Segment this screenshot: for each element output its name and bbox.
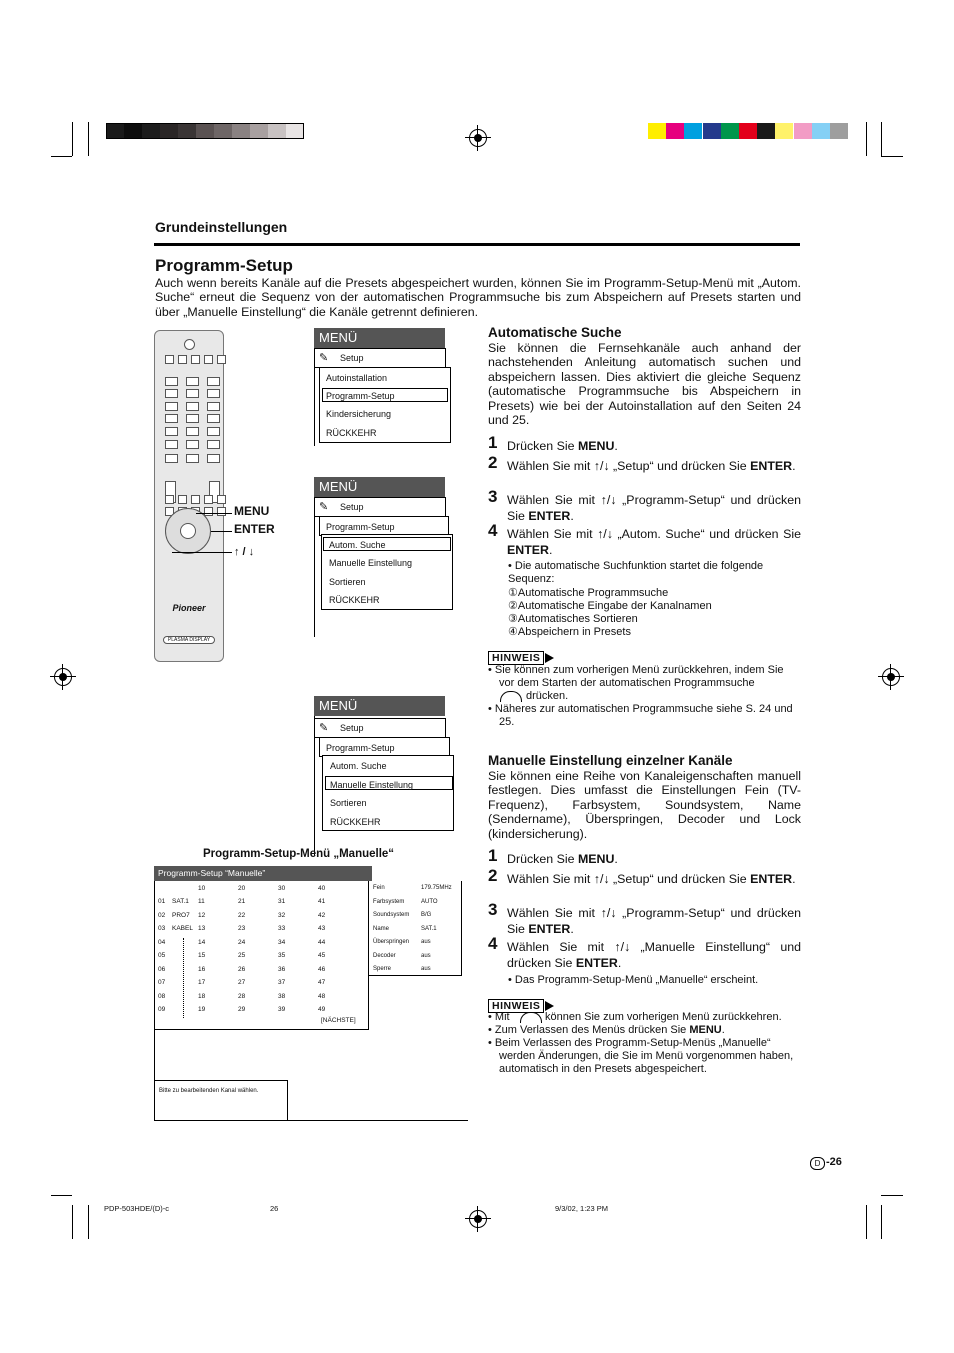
step-text: Wählen Sie mit ↑/↓ „Programm-Setup“ und drücken Sie ENTER. [507, 906, 801, 936]
color-swatch [739, 123, 757, 139]
crop-mark [72, 122, 73, 156]
grid-cell[interactable]: 08 [158, 992, 166, 1000]
grid-cell[interactable]: 27 [238, 979, 246, 986]
grid-cell[interactable]: 14 [198, 938, 206, 946]
menu-title: MENÜ [314, 328, 445, 348]
grid-cell[interactable]: 06 [158, 965, 166, 973]
registration-mark-icon [882, 668, 900, 686]
step-text: Wählen Sie mit ↑/↓ „Setup“ und drücken Sie ENTER. [507, 459, 796, 473]
parent-label: Programm-Setup [326, 743, 395, 753]
crop-mark [866, 122, 867, 156]
step [488, 846, 801, 867]
color-swatch [703, 123, 721, 139]
grid-cell[interactable]: 07 [158, 979, 166, 986]
remote-key-icon [191, 495, 200, 504]
remote-key-icon [165, 355, 174, 364]
remote-key-icon [186, 389, 199, 398]
property-cell: Fein [373, 885, 385, 891]
property-cell: AUTO [421, 898, 438, 905]
property-cell: Farbsystem [373, 898, 405, 905]
grid-cell[interactable]: 39 [278, 1006, 286, 1013]
return-button-icon [520, 1012, 542, 1023]
grid-cell[interactable]: 44 [318, 938, 326, 946]
setup-icon: ✎ [319, 501, 329, 513]
remote-key-icon [217, 495, 226, 504]
grid-cell[interactable]: 12 [198, 911, 206, 919]
hinweis-label: HINWEIS [488, 999, 544, 1013]
hinweis-label: HINWEIS [488, 651, 544, 665]
next-button[interactable]: [NÄCHSTE] [321, 1017, 356, 1024]
note-text: • Zum Verlassen des Menüs drücken Sie [488, 1024, 690, 1036]
intro-text: Auch wenn bereits Kanäle auf die Presets abgespeichert wurden, können Sie im Programm-Setup-Menü mit „Autom. Suche“ erneut die Sequenz von der automatischen Programmsuche bis zum Abspeichern auf Presets starten und über „Manuelle Einstellung“ die Kanäle getrennt definieren. [155, 276, 801, 319]
property-cell: aus [421, 952, 431, 959]
footer-date: 9/3/02, 1:23 PM [555, 1204, 608, 1213]
grid-cell[interactable]: 43 [318, 925, 326, 932]
crop-mark [72, 1205, 73, 1239]
grid-cell[interactable]: PRO7 [172, 911, 190, 919]
hint-text: Bitte zu bearbeitenden Kanal wählen. [159, 1088, 259, 1094]
crop-mark [881, 122, 882, 156]
color-swatch [812, 123, 830, 139]
crop-mark [881, 156, 903, 157]
property-cell: Name [373, 925, 390, 932]
grid-cell[interactable]: 05 [158, 952, 166, 959]
setup-label: Setup [340, 723, 364, 733]
menu-title: MENÜ [314, 696, 445, 716]
color-swatch [721, 123, 739, 139]
remote-key-icon [165, 427, 178, 436]
brand-logo: Pioneer [172, 603, 206, 613]
grid-cell[interactable]: 30 [278, 885, 286, 892]
remote-key-icon [207, 414, 220, 423]
grid-cell[interactable]: 01 [158, 898, 166, 905]
menu-item[interactable]: Autom. Suche [330, 761, 387, 771]
step-number: 2 [488, 453, 498, 472]
color-swatch [794, 123, 812, 139]
setup-icon: ✎ [319, 352, 329, 364]
remote-key-icon [217, 507, 226, 516]
section-rule [154, 243, 800, 246]
manual-text: Sie können eine Reihe von Kanaleigenschaften manuell festlegen. Dies umfasst die Einstellungen Fein (TV-Frequenz), Farbsystem, Soundsystem, Name (Sendername), Überspringen, Decoder und Lock (kindersicherung). [488, 769, 801, 841]
remote-key-icon [165, 454, 178, 463]
step [488, 521, 801, 558]
remote-key-icon [186, 402, 199, 411]
setup-label: Setup [340, 353, 364, 363]
step [488, 900, 801, 937]
setup-box [314, 718, 446, 738]
power-button-icon [184, 339, 195, 350]
step [488, 487, 801, 524]
footer-sheet: 26 [270, 1204, 279, 1213]
step-number: 4 [488, 521, 498, 540]
enter-callout: ENTER [234, 522, 275, 536]
remote-key-icon [186, 440, 199, 449]
manual-menu-title: Programm-Setup “Manuelle” [154, 866, 372, 881]
menu-item[interactable]: RÜCKKEHR [330, 817, 381, 827]
page-number: -26 [826, 1156, 842, 1168]
step-number: 2 [488, 866, 498, 885]
remote-key-icon [165, 495, 174, 504]
grid-cell[interactable]: 11 [198, 898, 205, 905]
step [488, 866, 801, 887]
color-swatch [684, 123, 702, 139]
step-number: 3 [488, 487, 498, 506]
remote-key-icon [204, 495, 213, 504]
step-text: Drücken Sie MENU. [507, 439, 618, 453]
step-text: Wählen Sie mit ↑/↓ „Programm-Setup“ und drücken Sie ENTER. [507, 493, 801, 523]
remote-key-icon [178, 355, 187, 364]
manual-note: • Beim Verlassen des Programm-Setup-Menüs „Manuelle“ werden Änderungen, die Sie im Menü vorgenommen haben, automatisch in den Presets abgespeichert. [488, 1037, 794, 1075]
menu-item[interactable]: Autom. Suche [329, 540, 386, 550]
step [488, 433, 801, 454]
step-text: Wählen Sie mit ↑/↓ „Autom. Suche“ und drücken Sie ENTER. [507, 527, 801, 557]
manual-note: • Mit [488, 1011, 510, 1023]
callout-line [172, 552, 232, 553]
color-swatch [666, 123, 684, 139]
note-bold: MENU [689, 1024, 722, 1036]
manual-menu-screen [154, 866, 468, 1120]
remote-key-icon [186, 414, 199, 423]
menu-title: MENÜ [314, 477, 445, 497]
property-cell: Sperre [373, 966, 392, 972]
crop-mark [88, 1205, 89, 1239]
hint-box [154, 1080, 288, 1121]
grid-cell[interactable]: 37 [278, 979, 286, 986]
grid-cell[interactable]: SAT.1 [172, 898, 189, 905]
grid-cell[interactable]: 41 [318, 898, 326, 905]
grid-cell[interactable]: 45 [318, 952, 326, 959]
step-text: Drücken Sie MENU. [507, 852, 618, 866]
gray-bar-frame [106, 123, 304, 139]
menu-item[interactable]: Manuelle Einstellung [330, 780, 414, 790]
step-number: 4 [488, 934, 498, 953]
callout-line [211, 531, 232, 532]
grid-cell[interactable]: 36 [278, 965, 286, 973]
channel-grid [154, 881, 369, 1030]
footer-file: PDP-503HDE/(D)-c [104, 1204, 170, 1213]
remote-footer-label: PLASMA DISPLAY [163, 636, 215, 644]
property-cell: 179.75MHz [421, 885, 452, 891]
grid-cell[interactable]: 25 [238, 952, 246, 959]
grid-cell[interactable]: 35 [278, 952, 286, 959]
remote-key-icon [186, 454, 199, 463]
grid-cell[interactable]: 29 [238, 1006, 246, 1013]
page-title: Programm-Setup [155, 256, 293, 275]
sequence-item: ④Abspeichern in Presets [508, 626, 631, 638]
submenu [319, 367, 451, 443]
crop-mark [881, 1195, 903, 1196]
grid-cell[interactable]: 33 [278, 925, 286, 932]
sequence-item: ③Automatisches Sortieren [508, 613, 638, 625]
menu-callout: MENU [234, 504, 270, 518]
grid-cell[interactable]: 42 [318, 911, 326, 919]
crop-mark [881, 1205, 882, 1239]
grid-cell[interactable]: 46 [318, 965, 326, 973]
grid-cell[interactable]: 22 [238, 911, 246, 919]
remote-key-icon [204, 507, 213, 516]
grid-cell[interactable]: 03 [158, 925, 166, 932]
grid-cell[interactable]: 18 [198, 992, 206, 1000]
menu-item[interactable]: Programm-Setup [326, 391, 395, 401]
auto-note: drücken. [526, 690, 569, 702]
remote-key-icon [207, 389, 220, 398]
crop-mark [88, 122, 89, 156]
remote-key-icon [207, 402, 220, 411]
callout-line [196, 513, 232, 514]
grid-cell[interactable]: 49 [318, 1006, 326, 1013]
channel-properties [368, 881, 462, 976]
manual-menu-caption: Programm-Setup-Menü „Manuelle“ [203, 848, 395, 860]
return-button-icon [500, 691, 522, 702]
auto-note: • Näheres zur automatischen Programmsuche siehe S. 24 und 25. [488, 703, 793, 728]
step-text: Wählen Sie mit ↑/↓ „Manuelle Einstellung“ und drücken Sie ENTER. [507, 940, 801, 970]
setup-label: Setup [340, 502, 364, 512]
grid-cell[interactable]: KABEL [172, 925, 193, 932]
remote-key-icon [186, 427, 199, 436]
remote-key-icon [207, 454, 220, 463]
setup-box [314, 348, 446, 368]
remote-key-icon [165, 389, 178, 398]
remote-key-icon [207, 440, 220, 449]
grid-cell[interactable]: 19 [198, 1006, 206, 1013]
cursor-pad-icon [165, 508, 211, 554]
remote-key-icon [186, 377, 199, 386]
arrows-callout: ↑ / ↓ [234, 546, 255, 558]
grid-cell[interactable]: 13 [198, 925, 206, 932]
submenu [322, 755, 454, 831]
parent-label: Programm-Setup [326, 522, 395, 532]
property-cell: Soundsystem [373, 912, 410, 918]
grid-cell[interactable]: 28 [238, 992, 246, 1000]
remote-control-illustration [154, 330, 224, 662]
grid-cell[interactable]: 47 [318, 979, 326, 986]
grid-cell[interactable]: 04 [158, 938, 166, 946]
manual-note: können Sie zum vorherigen Menü zurückkehren. [545, 1011, 782, 1023]
remote-key-icon [165, 377, 178, 386]
setup-box [314, 497, 446, 517]
step-number: 1 [488, 846, 498, 865]
grid-frame [154, 1120, 468, 1121]
grid-cell[interactable]: 15 [198, 952, 206, 959]
color-swatch [830, 123, 848, 139]
remote-key-icon [207, 427, 220, 436]
registration-mark-icon [54, 668, 72, 686]
color-swatch [648, 123, 666, 139]
step-number: 1 [488, 433, 498, 452]
step [488, 934, 801, 971]
remote-key-icon [165, 402, 178, 411]
crop-mark [866, 1205, 867, 1239]
language-badge: D [810, 1157, 825, 1170]
grid-cell[interactable]: 23 [238, 925, 246, 932]
registration-mark-icon [469, 1210, 487, 1228]
menu-item[interactable]: Kindersicherung [326, 409, 392, 419]
step-text: Wählen Sie mit ↑/↓ „Setup“ und drücken Sie ENTER. [507, 872, 796, 886]
remote-key-icon [207, 377, 220, 386]
crop-mark [51, 1195, 72, 1196]
section-heading: Grundeinstellungen [155, 219, 288, 235]
grid-cell[interactable]: 48 [318, 992, 326, 1000]
auto-bullet: • Die automatische Suchfunktion startet die folgende Sequenz: [508, 560, 764, 585]
remote-key-icon [165, 414, 178, 423]
grid-dots [183, 938, 184, 1018]
menu-item[interactable]: Sortieren [329, 577, 366, 587]
menu-item[interactable]: Autoinstallation [326, 373, 388, 383]
sequence-item: ①Automatische Programmsuche [508, 587, 669, 599]
grid-cell[interactable]: 21 [238, 898, 246, 905]
auto-note: • Sie können zum vorherigen Menü zurückkehren, indem Sie vor dem Starten der automatischen Programmsuche [488, 664, 784, 689]
grid-cell[interactable]: 32 [278, 911, 286, 919]
grid-cell[interactable]: 02 [158, 911, 166, 919]
remote-key-icon [178, 495, 187, 504]
remote-key-icon [191, 355, 200, 364]
menu-item[interactable]: RÜCKKEHR [329, 595, 380, 605]
manual-note: • Zum Verlassen des Menüs drücken Sie MENU. [488, 1024, 725, 1036]
remote-key-icon [217, 355, 226, 364]
sequence-item: ②Automatische Eingabe der Kanalnamen [508, 600, 712, 612]
property-cell: B/G [421, 912, 432, 918]
step [488, 453, 801, 474]
color-swatch [775, 123, 793, 139]
property-cell: SAT.1 [421, 925, 437, 932]
color-swatch [757, 123, 775, 139]
grid-cell[interactable]: 17 [198, 979, 206, 986]
grid-cell[interactable]: 31 [278, 898, 286, 905]
menu-item[interactable]: RÜCKKEHR [326, 428, 377, 438]
remote-key-icon [204, 355, 213, 364]
property-cell: aus [421, 939, 431, 945]
grid-cell[interactable]: 34 [278, 938, 286, 946]
grid-cell[interactable]: 20 [238, 885, 246, 892]
menu-item[interactable]: Manuelle Einstellung [329, 558, 413, 568]
grid-cell[interactable]: 38 [278, 992, 286, 1000]
grid-cell[interactable]: 26 [238, 965, 246, 973]
property-cell: aus [421, 966, 431, 972]
property-cell: Überspringen [373, 939, 410, 945]
setup-icon: ✎ [319, 722, 329, 734]
manual-bullet: • Das Programm-Setup-Menü „Manuelle“ erscheint. [508, 974, 759, 986]
registration-mark-icon [469, 129, 487, 147]
grid-cell[interactable]: 16 [198, 965, 206, 973]
menu-item[interactable]: Sortieren [330, 798, 367, 808]
parent-box [319, 516, 449, 536]
property-cell: Decoder [373, 952, 396, 959]
grid-cell[interactable]: 40 [318, 885, 326, 892]
grid-cell[interactable]: 10 [198, 885, 206, 892]
parent-box [319, 737, 450, 757]
grid-cell[interactable]: 09 [158, 1006, 166, 1013]
crop-mark [51, 156, 72, 157]
submenu [321, 534, 453, 610]
manual-heading: Manuelle Einstellung einzelner Kanäle [488, 753, 733, 768]
remote-key-icon [165, 440, 178, 449]
auto-search-heading: Automatische Suche [488, 325, 622, 340]
step-number: 3 [488, 900, 498, 919]
auto-search-text: Sie können die Fernsehkanäle auch anhand der nachstehenden Anleitung automatisch suchen und abspeichern lassen. Dies aktiviert die gleiche Sequenz (automatische Programmsuche bis Abspeichern in Presets) wie bei der Autoinstallation auf den Seiten 24 und 25. [488, 341, 801, 428]
grid-cell[interactable]: 24 [238, 938, 246, 946]
